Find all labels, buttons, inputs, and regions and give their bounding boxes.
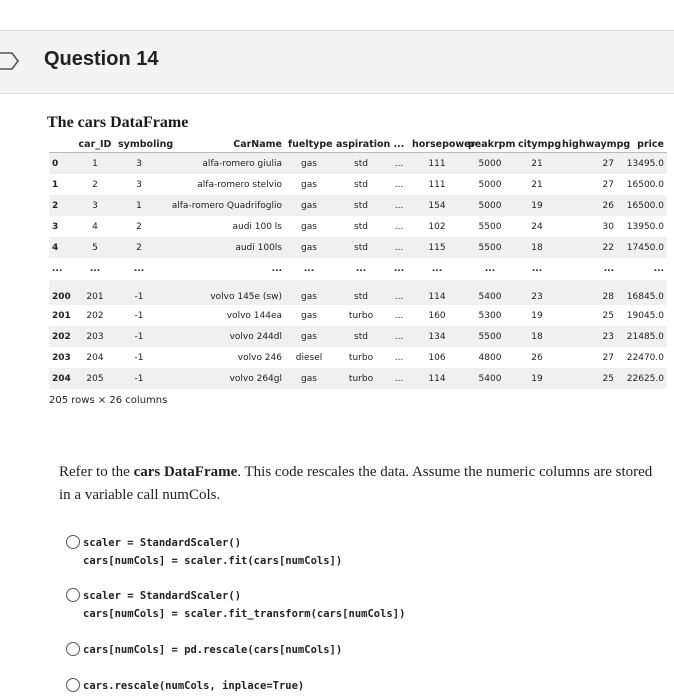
table-cell: 21	[531, 179, 543, 190]
row-index: 0	[49, 153, 75, 175]
table-cell: 21485.0	[617, 326, 667, 347]
table-cell: ...	[389, 326, 409, 347]
row-index: 2	[49, 195, 75, 216]
column-header: highwaympg	[559, 136, 617, 153]
table-cell: audi 100ls	[163, 237, 285, 258]
table-cell: volvo 144ea	[226, 310, 282, 321]
table-cell: -1	[115, 326, 163, 347]
option-code: scaler = StandardScaler() cars[numCols] = scaler.fit_transform(cars[numCols])	[83, 590, 406, 620]
table-cell: 3	[115, 153, 163, 175]
table-cell: gas	[301, 221, 317, 232]
table-row	[49, 237, 667, 258]
table-cell: ...	[133, 264, 145, 274]
table-cell: ...	[89, 264, 101, 274]
dataframe-shape: 205 rows × 26 columns	[49, 395, 168, 406]
table-cell: 27	[602, 179, 614, 190]
prompt-text-end: . This code rescales the data. Assume the numeric columns are stored in a variable call numCols.	[59, 464, 653, 503]
table-cell: 154	[409, 195, 465, 216]
table-cell: ...	[355, 264, 367, 274]
table-cell: 134	[409, 326, 465, 347]
table-cell: 204	[86, 352, 104, 363]
table-cell: 114	[409, 368, 465, 389]
table-cell: 18	[515, 237, 559, 258]
table-cell: 26	[531, 352, 543, 363]
table-header-row	[49, 136, 667, 153]
table-cell: volvo 246	[237, 352, 282, 363]
table-cell: std	[333, 237, 389, 258]
table-row	[49, 195, 667, 216]
table-row	[49, 347, 667, 368]
table-cell: 1	[115, 195, 163, 216]
table-cell: 203	[75, 326, 115, 347]
table-cell: -1	[115, 368, 163, 389]
table-row	[49, 216, 667, 237]
table-cell: ...	[603, 264, 614, 274]
table-cell: gas	[285, 153, 333, 175]
row-index: 203	[52, 352, 71, 363]
table-body	[49, 153, 667, 390]
table-cell: 13950.0	[626, 221, 664, 232]
table-cell: ...	[531, 264, 543, 274]
table-cell: diesel	[295, 352, 323, 363]
table-row	[49, 174, 667, 195]
table-cell: 28	[559, 280, 617, 305]
table-cell: 5000	[465, 153, 515, 175]
dataframe-heading	[47, 114, 188, 132]
table-cell: 5400	[465, 368, 515, 389]
table-cell: turbo	[348, 352, 374, 363]
table-cell: audi 100 ls	[232, 221, 282, 232]
table-cell: 5300	[478, 310, 502, 321]
table-cell: ...	[394, 179, 404, 190]
table-cell: 102	[428, 221, 446, 232]
table-cell: std	[333, 153, 389, 175]
table-cell: 2	[115, 237, 163, 258]
table-cell: 22	[559, 237, 617, 258]
table-cell: 201	[75, 280, 115, 305]
table-cell: -1	[115, 280, 163, 305]
table-cell: std	[333, 326, 389, 347]
table-cell: 4800	[478, 352, 502, 363]
table-cell: 5400	[465, 280, 515, 305]
table-cell: std	[354, 221, 368, 232]
radio-button[interactable]	[66, 678, 80, 692]
row-index: ...	[52, 264, 63, 274]
dataframe-table	[49, 136, 667, 389]
table-cell: ...	[393, 264, 405, 274]
table-cell: 5500	[465, 237, 515, 258]
table-cell: 111	[409, 153, 465, 175]
table-cell: ...	[653, 264, 664, 274]
ellipsis-row	[49, 258, 667, 280]
table-cell: 5500	[465, 326, 515, 347]
column-header: aspiration	[333, 136, 389, 153]
table-cell: turbo	[348, 310, 374, 321]
flag-icon[interactable]	[0, 51, 22, 71]
column-header: price	[617, 136, 667, 153]
table-cell: 27	[602, 352, 614, 363]
column-header: horsepower	[409, 136, 465, 153]
table-row	[49, 280, 667, 305]
table-cell: ...	[389, 280, 409, 305]
table-cell: 5000	[465, 195, 515, 216]
table-cell: 13495.0	[617, 153, 667, 175]
table-cell: 25	[602, 310, 614, 321]
table-cell: gas	[285, 326, 333, 347]
table-cell: ...	[394, 310, 404, 321]
column-header: symboling	[115, 136, 163, 153]
table-row	[49, 153, 667, 175]
table-cell: 114	[409, 280, 465, 305]
table-cell: volvo 264gl	[163, 368, 285, 389]
table-cell: 21	[515, 153, 559, 175]
table-cell: turbo	[333, 368, 389, 389]
table-cell: volvo 244dl	[163, 326, 285, 347]
table-cell: alfa-romero giulia	[163, 153, 285, 175]
table-cell: ...	[389, 237, 409, 258]
table-cell: std	[333, 195, 389, 216]
row-index: 3	[52, 221, 59, 232]
row-index: 1	[52, 179, 59, 190]
table-cell: 25	[559, 368, 617, 389]
table-cell: 24	[531, 221, 543, 232]
table-cell: 5500	[478, 221, 502, 232]
dataframe-table-image	[49, 136, 664, 406]
prompt-text-start: Refer to the	[59, 464, 134, 480]
table-cell: 2	[136, 221, 142, 232]
column-header: CarName	[163, 136, 285, 153]
column-header: fueltype	[285, 136, 333, 153]
table-cell: gas	[301, 310, 317, 321]
table-cell: ...	[431, 264, 443, 274]
table-cell: 115	[409, 237, 465, 258]
row-index: 202	[49, 326, 75, 347]
table-cell: 19	[531, 310, 543, 321]
table-row	[49, 368, 667, 389]
table-cell: volvo 145e (sw)	[163, 280, 285, 305]
table-cell: gas	[301, 179, 317, 190]
table-cell: -1	[134, 352, 144, 363]
table-cell: 19	[515, 195, 559, 216]
table-cell: std	[333, 280, 389, 305]
table-cell: 16845.0	[617, 280, 667, 305]
radio-button[interactable]	[66, 535, 80, 549]
table-cell: 1	[75, 153, 115, 175]
table-cell: ...	[394, 221, 404, 232]
table-cell: 111	[428, 179, 446, 190]
table-cell: 3	[75, 195, 115, 216]
question-prompt	[59, 461, 659, 507]
table-cell: 2	[92, 179, 98, 190]
table-cell: ...	[389, 368, 409, 389]
table-cell: 27	[559, 153, 617, 175]
table-cell: 5	[75, 237, 115, 258]
table-cell: 30	[602, 221, 614, 232]
table-cell: 18	[515, 326, 559, 347]
table-cell: ...	[389, 195, 409, 216]
table-cell: 23	[515, 280, 559, 305]
table-cell: ...	[303, 264, 315, 274]
prompt-text-bold: cars DataFrame	[133, 464, 238, 480]
table-cell: 202	[86, 310, 104, 321]
option-code: cars.rescale(numCols, inplace=True)	[83, 680, 305, 692]
table-cell: 17450.0	[617, 237, 667, 258]
table-cell: gas	[285, 237, 333, 258]
column-header: peakrpm	[465, 136, 515, 153]
table-cell: -1	[134, 310, 144, 321]
table-row	[49, 326, 667, 347]
table-cell: alfa-romero stelvio	[197, 179, 282, 190]
radio-button[interactable]	[66, 588, 80, 602]
table-cell: ...	[484, 264, 496, 274]
column-header	[49, 136, 75, 153]
table-cell: gas	[285, 280, 333, 305]
table-cell: 22470.0	[626, 352, 664, 363]
row-index: 4	[49, 237, 75, 258]
column-header: ...	[389, 136, 409, 153]
table-cell: 16500.0	[626, 179, 664, 190]
table-cell: 19045.0	[626, 310, 664, 321]
table-cell: 26	[559, 195, 617, 216]
table-cell: ...	[271, 264, 282, 274]
table-cell: 22625.0	[617, 368, 667, 389]
option-code: cars[numCols] = pd.rescale(cars[numCols])	[83, 644, 343, 656]
question-title: Question 14	[44, 48, 159, 70]
table-row	[49, 305, 667, 326]
table-cell: std	[354, 179, 368, 190]
table-cell: 160	[428, 310, 446, 321]
table-cell: gas	[285, 195, 333, 216]
table-cell: 3	[136, 179, 142, 190]
row-index: 201	[52, 310, 71, 321]
table-cell: 23	[559, 326, 617, 347]
row-index: 204	[49, 368, 75, 389]
column-header: car_ID	[75, 136, 115, 153]
row-index: 200	[49, 280, 75, 305]
option-code: scaler = StandardScaler() cars[numCols] = scaler.fit(cars[numCols])	[83, 537, 343, 567]
table-cell: 106	[428, 352, 446, 363]
table-cell: ...	[394, 352, 404, 363]
table-cell: 19	[515, 368, 559, 389]
question-header	[0, 30, 674, 94]
table-cell: 205	[75, 368, 115, 389]
table-cell: 16500.0	[617, 195, 667, 216]
table-cell: 5000	[478, 179, 502, 190]
dataframe-heading-text: The cars DataFrame	[47, 114, 189, 131]
table-cell: ...	[389, 153, 409, 175]
table-cell: 4	[92, 221, 98, 232]
column-header: citympg	[515, 136, 559, 153]
table-cell: gas	[285, 368, 333, 389]
table-cell: alfa-romero Quadrifoglio	[163, 195, 285, 216]
radio-button[interactable]	[66, 642, 80, 656]
